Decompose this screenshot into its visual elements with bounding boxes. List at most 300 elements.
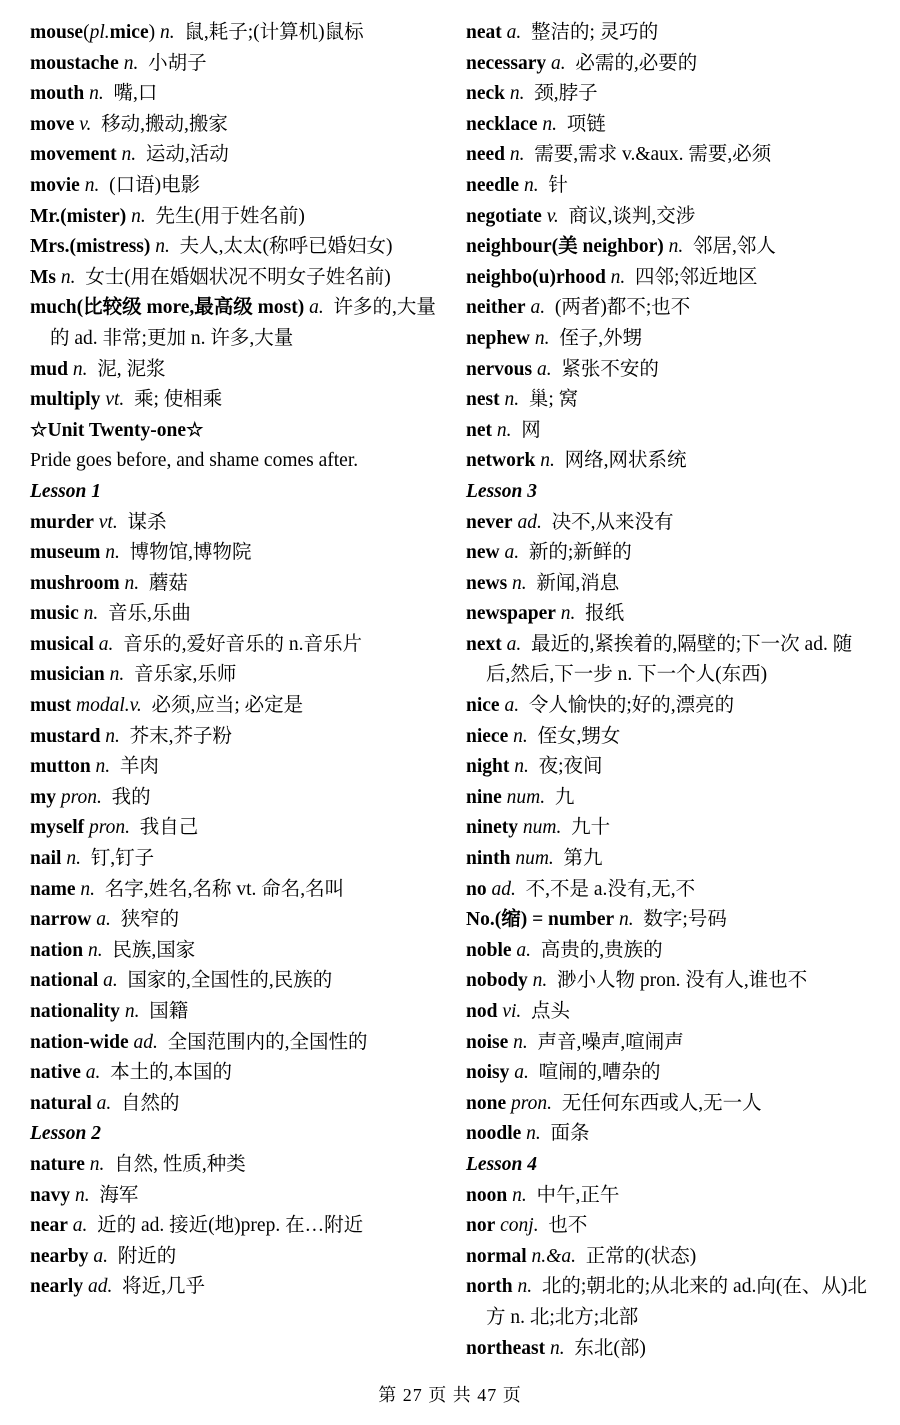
entry-headword: noodle	[466, 1123, 522, 1145]
dictionary-entry	[30, 813, 438, 844]
dictionary-entry	[30, 355, 438, 386]
entry-space	[565, 1338, 575, 1359]
entry-headword: nephew	[466, 327, 530, 349]
entry-definition: 需要,需求 v.&aux. 需要,必须	[534, 144, 772, 166]
entry-part-of-speech: num.	[515, 848, 554, 870]
entry-part-of-speech: ad.	[491, 878, 516, 900]
entry-space	[81, 848, 91, 869]
dictionary-entry	[466, 110, 874, 141]
dictionary-entry	[30, 293, 438, 354]
entry-definition: 全国范围内的,全国性的	[167, 1031, 368, 1053]
entry-part-of-speech: n.	[87, 939, 103, 961]
entry-space	[120, 726, 130, 747]
entry-space	[99, 175, 109, 196]
entry-definition: 项链	[566, 113, 606, 135]
entry-part-of-speech: n.	[517, 1276, 533, 1298]
entry-part-of-speech: a.	[504, 695, 520, 717]
entry-definition: 网	[521, 419, 541, 441]
entry-definition: 音乐,乐曲	[108, 603, 191, 625]
entry-definition: 网络,网状系统	[564, 450, 687, 472]
dictionary-entry	[466, 202, 874, 233]
entry-headword: no	[466, 878, 487, 900]
entry-headword: need	[466, 144, 505, 166]
dictionary-entry	[30, 1058, 438, 1089]
entry-part-of-speech: n.	[89, 1153, 105, 1175]
entry-definition: 针	[548, 174, 568, 196]
entry-definition: 新的;新鲜的	[528, 542, 632, 564]
entry-definition: 蘑菇	[148, 572, 188, 594]
entry-space	[136, 144, 146, 165]
entry-definition: 商议,谈判,交涉	[568, 205, 696, 227]
entry-space	[90, 1185, 100, 1206]
entry-space	[521, 22, 531, 43]
entry-definition: 渺小人物 pron. 没有人,谁也不	[557, 970, 808, 992]
entry-definition: 必需的,必要的	[575, 52, 698, 74]
entry-headword: nearby	[30, 1245, 89, 1267]
entry-space	[566, 53, 576, 74]
dictionary-entry	[30, 630, 438, 661]
entry-space	[104, 83, 114, 104]
dictionary-entry	[466, 569, 874, 600]
entry-definition: 民族,国家	[112, 939, 196, 961]
entry-definition: 东北(部)	[574, 1337, 646, 1359]
entry-headword: needle	[466, 174, 520, 196]
entry-part-of-speech: n.	[526, 1123, 541, 1145]
entry-definition: 四邻;邻近地区	[635, 266, 758, 288]
dictionary-entry	[466, 263, 874, 294]
entry-definition: 自然的	[121, 1092, 180, 1114]
entry-space	[112, 1276, 122, 1297]
dictionary-entry	[30, 110, 438, 141]
entry-part-of-speech: num.	[522, 817, 562, 839]
entry-part-of-speech: n.	[496, 419, 512, 441]
dictionary-entry	[466, 1211, 874, 1242]
entry-definition: 音乐的,爱好音乐的 n.音乐片	[123, 633, 363, 655]
entry-paren: (	[83, 22, 90, 43]
entry-headword: nation	[30, 939, 84, 961]
entry-space	[100, 1062, 110, 1083]
entry-space	[549, 328, 559, 349]
entry-part-of-speech: n.	[540, 450, 555, 472]
entry-headword: neck	[466, 83, 505, 105]
entry-space	[545, 787, 555, 808]
entry-part-of-speech: n.	[105, 725, 120, 747]
dictionary-entry	[466, 508, 874, 539]
entry-part-of-speech: n.	[512, 572, 527, 594]
entry-space	[552, 1093, 562, 1114]
lesson-heading: Lesson 4	[466, 1153, 537, 1175]
dictionary-entry	[466, 1272, 874, 1333]
entry-part-of-speech: pron.	[89, 817, 131, 839]
entry-part-of-speech: modal.v.	[76, 695, 142, 717]
dictionary-entry	[30, 997, 438, 1028]
entry-headword: navy	[30, 1184, 71, 1206]
entry-definition: 不,不是 a.没有,无,不	[525, 878, 696, 900]
unit-heading: ☆Unit Twenty-one☆	[30, 419, 204, 441]
entry-headword: move	[30, 113, 75, 135]
entry-part-of-speech: n.	[534, 327, 550, 349]
dictionary-entry	[466, 232, 874, 263]
entry-part-of-speech: n.	[89, 83, 104, 105]
entry-definition: 最近的,紧挨着的,隔壁的;下一次 ad. 随后,然后,下一步 n. 下一个人(东西)	[486, 633, 853, 686]
entry-headword: northeast	[466, 1337, 546, 1359]
dictionary-entry	[466, 1119, 874, 1150]
entry-part-of-speech: v.	[79, 113, 92, 135]
dictionary-entry	[30, 936, 438, 967]
entry-part-of-speech: a.	[98, 633, 114, 655]
entry-headword: neighbour(美 neighbor)	[466, 236, 664, 258]
entry-part-of-speech: n.	[131, 205, 146, 227]
dictionary-entry	[466, 1089, 874, 1120]
lesson-heading: Lesson 1	[30, 480, 101, 502]
entry-space	[124, 664, 134, 685]
entry-definition: 必须,应当; 必定是	[151, 695, 304, 717]
entry-definition: 许多的,大量的 ad. 非常;更加 n. 许多,大量	[50, 297, 436, 349]
entry-space	[102, 787, 112, 808]
entry-headword: noise	[466, 1031, 509, 1053]
dictionary-entry	[466, 293, 874, 324]
entry-space	[95, 879, 105, 900]
entry-headword: nest	[466, 389, 500, 411]
entry-part-of-speech: v.	[546, 205, 559, 227]
entry-space	[519, 542, 529, 563]
entry-part-of-speech: vi.	[502, 1001, 522, 1022]
entry-definition: 北的;朝北的;从北来的 ad.向(在、从)北方 n. 北;北方;北部	[486, 1276, 867, 1328]
entry-part-of-speech: n.	[83, 603, 99, 625]
entry-space	[552, 359, 562, 380]
entry-definition: 决不,从来没有	[551, 511, 674, 533]
entry-definition: 泥, 泥浆	[97, 358, 166, 380]
entry-headword: never	[466, 511, 513, 533]
entry-part-of-speech: n.	[504, 389, 520, 411]
entry-part-of-speech: a.	[514, 1062, 529, 1084]
entry-headword: neat	[466, 22, 502, 43]
dictionary-entry	[30, 508, 438, 539]
entry-definition: 乘; 使相乘	[134, 389, 223, 411]
dictionary-entry	[30, 232, 438, 263]
entry-headword: much(比较级 more,最高级 most)	[30, 297, 305, 319]
entry-part-of-speech: n.	[610, 266, 626, 288]
dictionary-entry	[466, 599, 874, 630]
entry-headword: necessary	[466, 52, 547, 74]
entry-space	[542, 512, 552, 533]
entry-headword: natural	[30, 1092, 92, 1114]
page-footer: 第 27 页 共 47 页	[378, 1385, 522, 1405]
entry-headword: mouse	[30, 22, 84, 43]
entry-part-of-speech: a.	[516, 939, 532, 961]
right-column	[466, 18, 874, 1358]
entry-definition: 数字;号码	[643, 909, 727, 931]
entry-headword: normal	[466, 1245, 527, 1267]
dictionary-entry	[30, 783, 438, 814]
entry-definition: 钉,钉子	[90, 848, 155, 870]
entry-part-of-speech: n.	[523, 174, 539, 196]
entry-headword: museum	[30, 542, 101, 564]
entry-space	[529, 1062, 539, 1083]
entry-space	[519, 695, 529, 716]
entry-space	[512, 420, 522, 441]
entry-headword: newspaper	[466, 603, 556, 625]
entry-definition: 侄女,甥女	[537, 725, 621, 747]
entry-headword: musician	[30, 664, 105, 686]
entry-space	[142, 695, 152, 716]
dictionary-entry	[466, 18, 874, 49]
entry-definition: 中午,正午	[536, 1184, 620, 1206]
entry-part-of-speech: ad.	[133, 1031, 158, 1053]
entry-headword: native	[30, 1062, 81, 1084]
entry-space	[138, 53, 148, 74]
entry-definition: 声音,噪声,喧闹声	[537, 1031, 684, 1053]
entry-headword: movie	[30, 174, 80, 196]
entry-headword: myself	[30, 817, 85, 839]
entry-space	[158, 1032, 168, 1053]
entry-part-of-speech: n.	[668, 236, 684, 258]
entry-part-of-speech: n.	[74, 1184, 90, 1206]
entry-part-of-speech: n.	[619, 909, 634, 931]
entry-part-of-speech: a.	[504, 542, 520, 564]
left-column	[30, 18, 438, 1358]
entry-part-of-speech: ad.	[517, 511, 542, 533]
entry-headword: nervous	[466, 358, 533, 380]
dictionary-entry	[30, 263, 438, 294]
entry-part-of-speech: n.	[80, 878, 95, 900]
lesson-heading: Lesson 2	[30, 1123, 101, 1145]
entry-part-of-speech: vt.	[98, 511, 118, 533]
entry-definition: 鼠,耗子;(计算机)鼠标	[184, 22, 364, 43]
entry-headword: noble	[466, 939, 512, 961]
entry-space	[103, 940, 113, 961]
entry-headword: nor	[466, 1215, 496, 1237]
dictionary-entry	[466, 966, 874, 997]
entry-space	[110, 756, 120, 777]
entry-space	[130, 817, 140, 838]
entry-definition: 我的	[111, 786, 151, 808]
entry-part-of-speech: n.	[105, 542, 120, 564]
lesson-heading: Lesson 3	[466, 480, 537, 502]
dictionary-entry	[466, 49, 874, 80]
entry-headword: nobody	[466, 970, 528, 992]
dictionary-entry	[30, 844, 438, 875]
entry-space	[528, 1032, 538, 1053]
entry-space	[113, 634, 123, 655]
entry-space	[527, 1185, 537, 1206]
entry-definition: 紧张不安的	[561, 358, 659, 380]
entry-headword: mouth	[30, 83, 85, 105]
entry-space	[525, 83, 535, 104]
entry-definition: 国家的,全国性的,民族的	[127, 970, 333, 992]
dictionary-entry	[30, 79, 438, 110]
entry-definition: 运动,活动	[145, 144, 229, 166]
dictionary-entry	[30, 599, 438, 630]
entry-headword: nation-wide	[30, 1031, 129, 1053]
dictionary-entry	[466, 630, 874, 691]
entry-space	[516, 879, 526, 900]
dictionary-entry	[466, 79, 874, 110]
dictionary-entry	[30, 1181, 438, 1212]
entry-space	[104, 1154, 114, 1175]
entry-space	[98, 603, 108, 624]
entry-definition: 小胡子	[148, 52, 207, 74]
entry-space	[521, 1001, 531, 1022]
entry-definition: 巢; 窝	[528, 389, 579, 411]
entry-part-of-speech: n.&a.	[531, 1245, 576, 1267]
entry-definition: 报纸	[585, 603, 625, 625]
entry-space	[683, 236, 693, 257]
dictionary-entry	[30, 569, 438, 600]
entry-headword: music	[30, 603, 79, 625]
dictionary-entry	[30, 752, 438, 783]
dictionary-entry	[466, 171, 874, 202]
entry-headword: nationality	[30, 1001, 120, 1022]
entry-definition: 正常的(状态)	[585, 1245, 697, 1267]
dictionary-entry	[466, 844, 874, 875]
entry-part-of-speech: a.	[96, 909, 111, 931]
entry-space	[111, 1093, 121, 1114]
entry-space	[519, 389, 529, 410]
entry-space	[634, 909, 644, 930]
entry-space	[545, 297, 555, 318]
entry-space	[559, 206, 569, 227]
entry-definition: 九	[554, 786, 575, 808]
entry-headword: north	[466, 1276, 513, 1298]
entry-headword: ninety	[466, 817, 519, 839]
entry-headword: neither	[466, 297, 526, 319]
entry-part-of-speech: n.	[542, 113, 557, 135]
entry-definition: 博物馆,博物院	[129, 542, 252, 564]
entry-space	[139, 573, 149, 594]
entry-definition: 新闻,消息	[536, 572, 620, 594]
entry-definition: 九十	[571, 817, 611, 839]
entry-definition: 喧闹的,嘈杂的	[538, 1062, 661, 1084]
dictionary-entry	[466, 385, 874, 416]
entry-headword: musical	[30, 633, 94, 655]
entry-definition: (两者)都不;也不	[554, 297, 691, 319]
entry-headword: niece	[466, 725, 509, 747]
entry-part-of-speech: conj.	[500, 1215, 539, 1237]
entry-space	[87, 1215, 97, 1236]
page-columns	[30, 18, 870, 1358]
dictionary-entry	[466, 875, 874, 906]
entry-part-of-speech: n.	[513, 1031, 528, 1053]
dictionary-entry	[30, 385, 438, 416]
entry-headword: ninth	[466, 848, 511, 870]
entry-space	[76, 267, 86, 288]
entry-definition: 音乐家,乐师	[134, 664, 237, 686]
entry-part-of-speech: n.	[532, 970, 548, 992]
entry-paren-form: mice	[109, 22, 149, 43]
entry-part-of-speech: n.	[513, 725, 528, 747]
entry-part-of-speech: n.	[124, 572, 140, 594]
dictionary-entry	[466, 1242, 874, 1273]
entry-headword: mutton	[30, 756, 91, 778]
entry-headword: net	[466, 419, 492, 441]
dictionary-entry	[466, 997, 874, 1028]
entry-part-of-speech: a.	[103, 970, 118, 992]
entry-definition: 无任何东西或人,无一人	[561, 1092, 762, 1114]
entry-definition: 整洁的; 灵巧的	[531, 22, 659, 43]
entry-definition: 点头	[531, 1001, 571, 1022]
entry-headword: next	[466, 633, 502, 655]
entry-part-of-speech: num.	[506, 786, 546, 808]
entry-space	[146, 206, 156, 227]
entry-space	[531, 940, 541, 961]
entry-space	[91, 114, 101, 135]
entry-space	[575, 603, 585, 624]
dictionary-entry	[30, 49, 438, 80]
dictionary-entry	[30, 1028, 438, 1059]
entry-part-of-speech: n.	[124, 1001, 140, 1022]
dictionary-entry	[30, 1211, 438, 1242]
entry-space	[532, 1276, 542, 1297]
entry-space	[539, 175, 549, 196]
entry-space	[170, 236, 180, 257]
entry-headword: name	[30, 878, 76, 900]
entry-part-of-speech: a.	[85, 1062, 101, 1084]
entry-definition: 面条	[550, 1123, 590, 1145]
dictionary-entry	[30, 1242, 438, 1273]
entry-part-of-speech: vt.	[105, 389, 125, 411]
entry-headword: necklace	[466, 113, 538, 135]
entry-definition: (口语)电影	[109, 174, 201, 196]
entry-space	[124, 389, 134, 410]
entry-headword: murder	[30, 511, 94, 533]
entry-part-of-speech: a.	[506, 22, 522, 43]
entry-space	[555, 450, 565, 471]
entry-part-of-speech: n.	[109, 664, 125, 686]
entry-part-of-speech: n.	[560, 603, 576, 625]
entry-space	[539, 1215, 549, 1236]
entry-part-of-speech: a.	[309, 297, 324, 319]
entry-definition: 将近,几乎	[122, 1276, 205, 1298]
dictionary-entry	[30, 691, 438, 722]
entry-headword: nod	[466, 1001, 498, 1022]
entry-definition: 侄子,外甥	[559, 327, 643, 349]
entry-part-of-speech: ad.	[87, 1276, 113, 1298]
entry-headword: movement	[30, 144, 117, 166]
entry-definition: 谋杀	[127, 511, 167, 533]
entry-definition: 我自己	[139, 817, 199, 839]
entry-definition: 自然, 性质,种类	[114, 1153, 246, 1175]
entry-part-of-speech: n.	[123, 52, 139, 74]
entry-definition: 夫人,太太(称呼已婚妇女)	[179, 236, 393, 258]
entry-definition: 夜;夜间	[538, 756, 603, 778]
dictionary-entry	[30, 202, 438, 233]
entry-part-of-speech: n.	[95, 756, 111, 778]
dictionary-entry	[466, 905, 874, 936]
dictionary-entry	[466, 416, 874, 447]
entry-definition: 国籍	[149, 1001, 189, 1022]
dictionary-entry	[30, 140, 438, 171]
dictionary-entry	[466, 936, 874, 967]
entry-definition: 嘴,口	[113, 83, 158, 105]
entry-space	[175, 22, 185, 43]
entry-space	[139, 1001, 149, 1022]
entry-definition: 芥末,芥子粉	[129, 725, 233, 747]
entry-definition: 女士(用在婚姻状况不明女子姓名前)	[85, 266, 391, 288]
entry-headword: nine	[466, 786, 502, 808]
entry-space	[625, 267, 635, 288]
dictionary-entry	[30, 1150, 438, 1181]
dictionary-entry	[466, 1058, 874, 1089]
entry-part-of-speech: a.	[72, 1215, 88, 1237]
entry-headword: Ms	[30, 266, 56, 288]
entry-headword: nature	[30, 1153, 85, 1175]
entry-definition: 近的 ad. 接近(地)prep. 在…附近	[97, 1215, 364, 1237]
entry-headword: near	[30, 1215, 68, 1237]
entry-definition: 本土的,本国的	[110, 1062, 233, 1084]
dictionary-entry	[466, 783, 874, 814]
entry-paren-label: pl.	[89, 22, 110, 43]
